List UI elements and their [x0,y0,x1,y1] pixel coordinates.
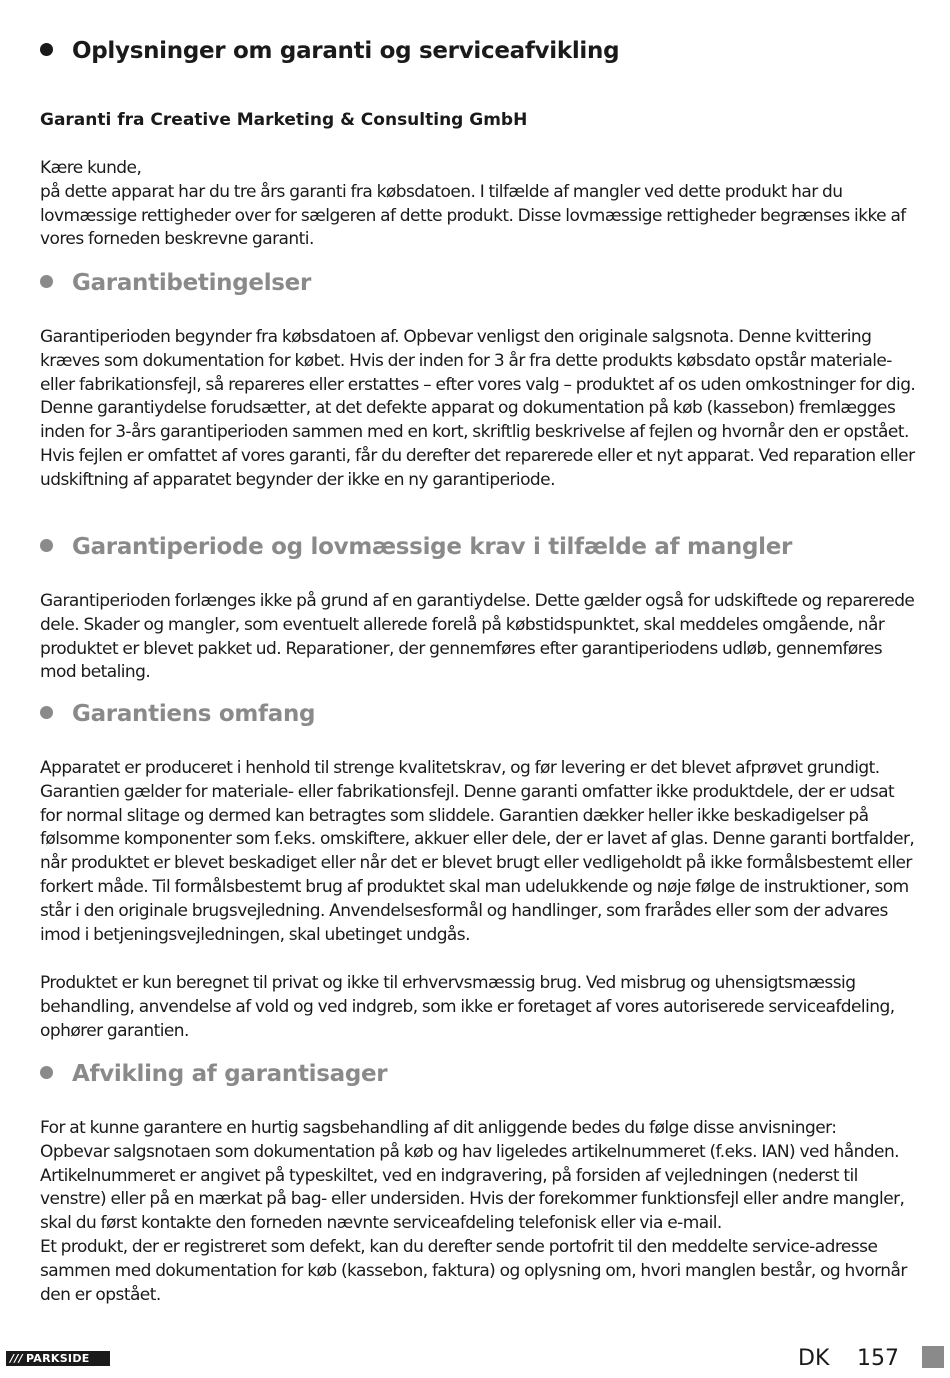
section-heading-text: Garantibetingelser [72,270,312,296]
page-title-text: Oplysninger om garanti og serviceafvikling [72,38,620,64]
section-bullet-icon [40,539,53,552]
section-heading-handling [40,1061,387,1087]
logo-text: PARKSIDE [25,1352,90,1365]
scope-paragraph-1: Apparatet er produceret i henhold til strenge kvalitetskrav, og før levering er det blevet afprøvet grundigt. Garantien gælder for materiale- eller fabrikationsfejl. Denne garanti omfatter ikke produktdele, der er udsat for normal slitage og dermed kan betragtes som sliddele. Garantien dækker heller ikke beskadigelser på følsomme komponenter som f.eks. omskiftere, akkuer eller dele, der er lavet af glas. Denne garanti bortfalder, når produktet er blevet beskadiget eller når det er blevet brugt eller vedligeholdt på ikke formålsbestemt eller forkert måde. Til formålsbestemt brug af produktet skal man udelukkende og nøje følge de instruktioner, som står i den originale brugsvejledning. Anvendelsesformål og handlinger, som frarådes eller som der advares imod i betjeningsvejledningen, skal ubetinget undgås. [40,758,915,945]
parkside-logo [6,1351,110,1366]
section-bullet-icon [40,275,53,288]
page-title [40,38,619,64]
handling-paragraph: For at kunne garantere en hurtig sagsbehandling af dit anliggende bedes du følge disse anvisninger: Opbevar salgsnotaen som dokumentation på køb og hav ligeledes artikelnummeret (f.eks. IAN) ved hånden. Artikelnummeret er angivet på typeskiltet, ved en indgravering, på forsiden af vejledningen (nederst til venstre) eller på en mærkat på bag- eller undersiden. Hvis der forekommer funktionsfejl eller andre mangler, skal du først kontakte den forneden nævnte serviceafdeling telefonisk eller via e-mail. Et produkt, der er registreret som defekt, kan du derefter sende portofrit til den meddelte service-adresse sammen med dokumentation for køb (kassebon, faktura) og oplysning om, hvori manglen består, og hvornår den er opstået. [40,1118,907,1305]
warranty-provider-heading: Garanti fra Creative Marketing & Consulting GmbH [40,110,528,130]
page-marker-square-icon [922,1346,944,1368]
section-heading-text: Garantiperiode og lovmæssige krav i tilfælde af mangler [72,534,793,560]
scope-paragraph-2: Produktet er kun beregnet til privat og ikke til erhvervsmæssig brug. Ved misbrug og uhensigtsmæssig behandling, anvendelse af vold og ved indgreb, som ikke er foretaget af vores autoriserede serviceafdeling, ophører garantien. [40,973,895,1041]
page-number: 157 [857,1346,899,1371]
section-bullet-icon [40,706,53,719]
logo-stripes: /// [10,1352,23,1365]
section-heading-text: Afvikling af garantisager [72,1061,388,1087]
section-heading-period [40,534,792,560]
intro-paragraph: Kære kunde, på dette apparat har du tre års garanti fra købsdatoen. I tilfælde af mangler ved dette produkt har du lovmæssige rettigheder over for sælgeren af dette produkt. Disse lovmæssige rettigheder begrænses ikke af vores forneden beskrevne garanti. [40,158,906,250]
section-bullet-icon [40,1066,53,1079]
conditions-paragraph: Garantiperioden begynder fra købsdatoen af. Opbevar venligst den originale salgsnota. Denne kvittering kræves som dokumentation for købet. Hvis der inden for 3 år fra dette produkts købsdato opstår materiale- eller fabrikationsfejl, så repareres eller erstattes – efter vores valg – produktet af os uden omkostninger for dig. Denne garantiydelse forudsætter, at det defekte apparat og dokumentation på køb (kassebon) fremlægges inden for 3-års garantiperioden sammen med en kort, skriftlig beskrivelse af fejlen og hvornår den er opstået. Hvis fejlen er omfattet af vores garanti, får du derefter det reparerede eller et nyt apparat. Ved reparation eller udskiftning af apparatet begynder der ikke en ny garantiperiode. [40,327,916,490]
language-code: DK [798,1346,830,1371]
section-heading-conditions [40,270,311,296]
section-heading-scope [40,701,315,727]
period-paragraph: Garantiperioden forlænges ikke på grund af en garantiydelse. Dette gælder også for udskiftede og reparerede dele. Skader og mangler, som eventuelt allerede forelå på købstidspunktet, skal meddeles omgående, når produktet er blevet pakket ud. Reparationer, der gennemføres efter garantiperiodens udløb, gennemføres mod betaling. [40,591,915,683]
section-heading-text: Garantiens omfang [72,701,316,727]
title-bullet-icon [40,43,53,56]
